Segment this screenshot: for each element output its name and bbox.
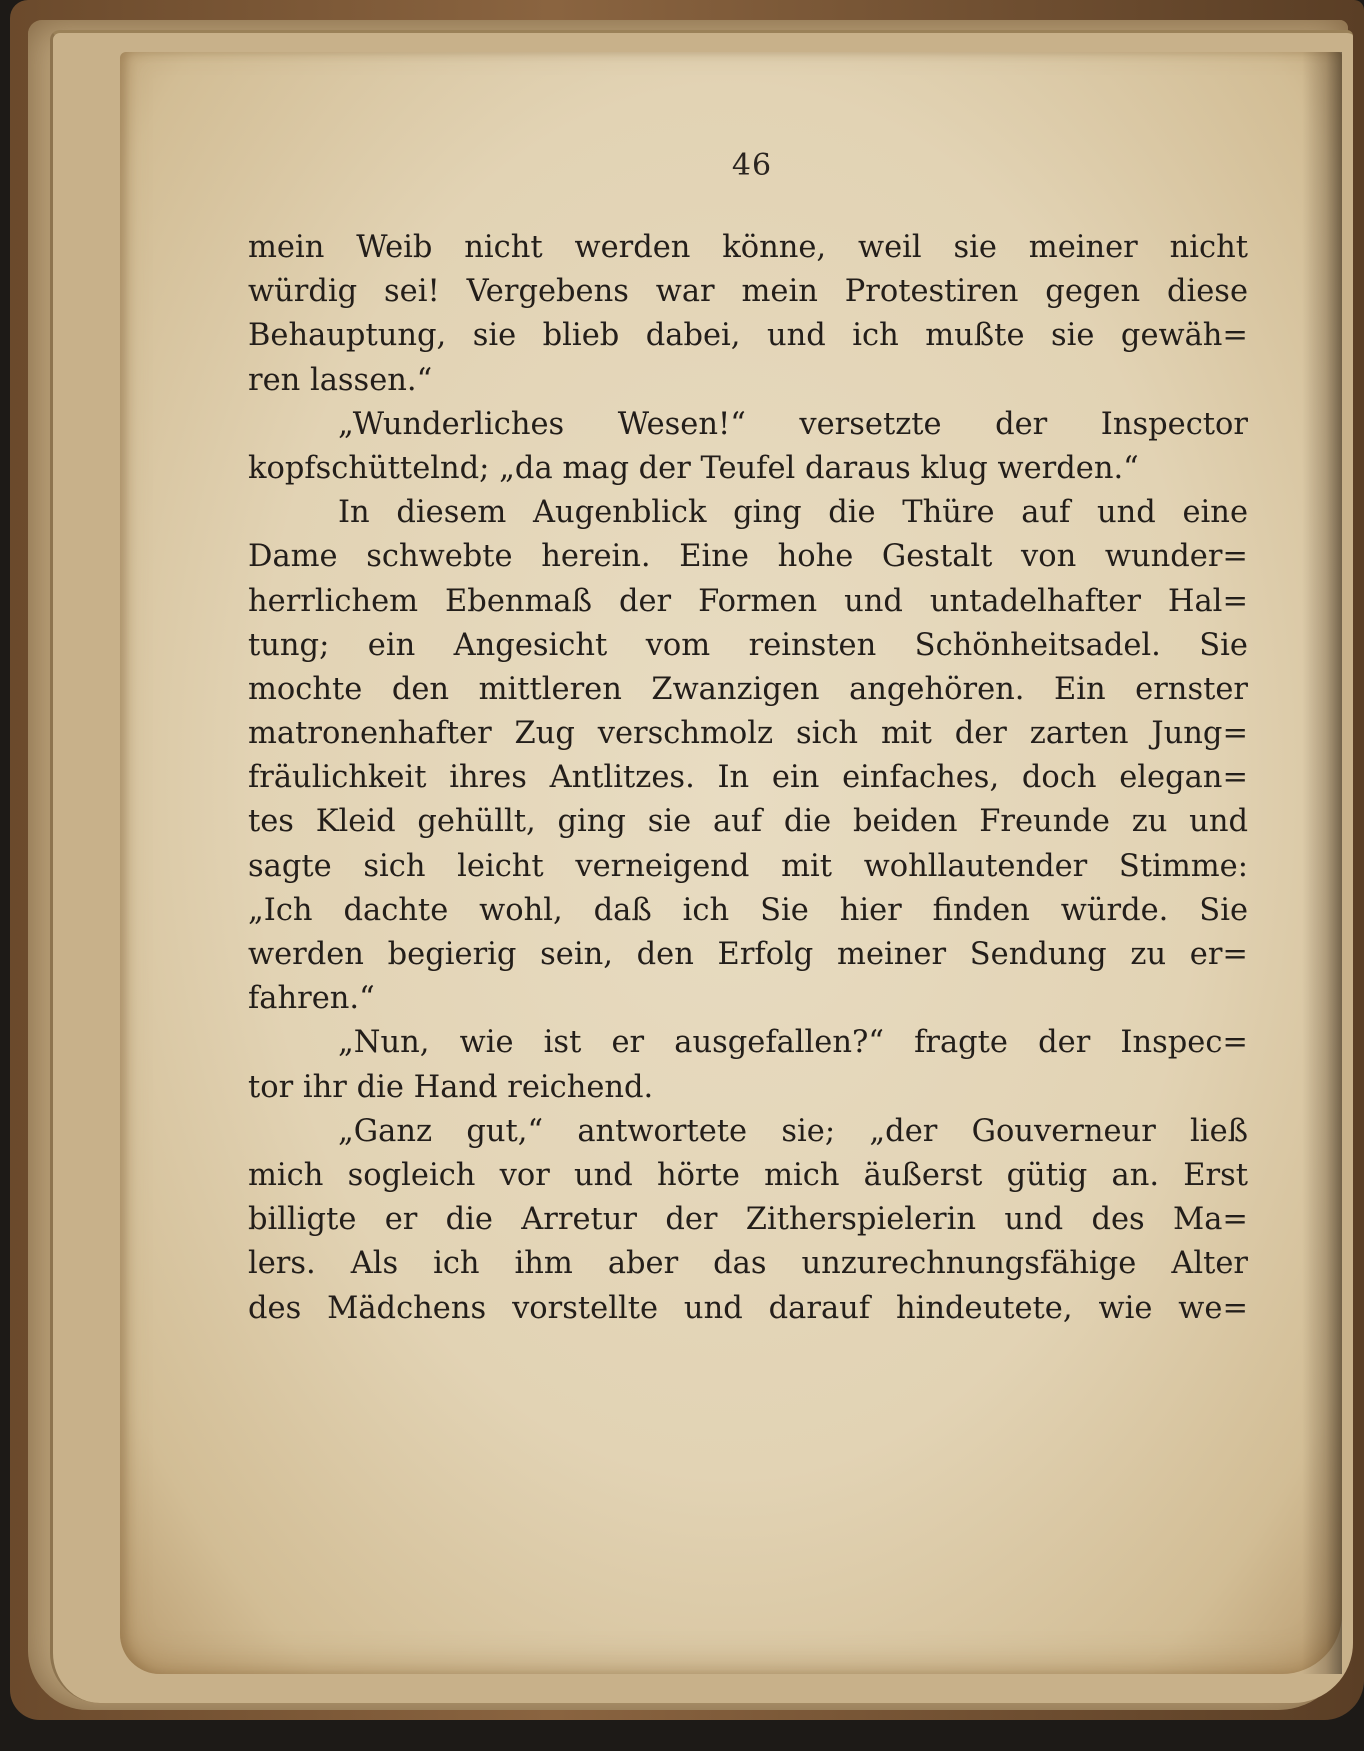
text-line: matronenhafter Zug verschmolz sich mit der zarten Jung=	[248, 716, 1248, 752]
text-line: herrlichem Ebenmaß der Formen und untadelhafter Hal=	[248, 583, 1248, 619]
page-number: 46	[731, 148, 773, 183]
text-line: lers. Als ich ihm aber das unzurechnungsfähige Alter	[248, 1246, 1248, 1282]
body-text	[248, 226, 1248, 1331]
text-line: fahren.“	[248, 981, 375, 1017]
text-line: Behauptung, sie blieb dabei, und ich mußte sie gewäh=	[248, 318, 1248, 354]
text-line: werden begierig sein, den Erfolg meiner Sendung zu er=	[248, 937, 1248, 972]
text-line: In diesem Augenblick ging die Thüre auf und eine	[338, 495, 1248, 531]
text-line: des Mädchens vorstellte und darauf hindeutete, wie we=	[248, 1290, 1248, 1326]
text-line: sagte sich leicht verneigend mit wohllautender Stimme:	[248, 848, 1248, 884]
text-line: billigte er die Arretur der Zitherspielerin und des Ma=	[248, 1202, 1248, 1238]
text-line: tor ihr die Hand reichend.	[248, 1069, 654, 1105]
text-line: tung; ein Angesicht vom reinsten Schönheitsadel. Sie	[248, 627, 1248, 663]
text-line: kopfschüttelnd; „da mag der Teufel daraus klug werden.“	[248, 450, 1139, 486]
text-line: mich sogleich vor und hörte mich äußerst gütig an. Erst	[248, 1157, 1248, 1193]
text-line: „Wunderliches Wesen!“ versetzte der Inspector	[338, 406, 1248, 442]
text-line: fräulichkeit ihres Antlitzes. In ein einfaches, doch elegan=	[248, 760, 1248, 796]
text-line: Dame schwebte herein. Eine hohe Gestalt von wunder=	[248, 539, 1248, 575]
text-line: ren lassen.“	[248, 362, 433, 398]
text-line: mochte den mittleren Zwanzigen angehören. Ein ernster	[248, 671, 1248, 707]
text-line: würdig sei! Vergebens war mein Protestiren gegen diese	[248, 274, 1248, 310]
text-line: „Ich dachte wohl, daß ich Sie hier finden würde. Sie	[248, 892, 1248, 928]
text-line: „Nun, wie ist er ausgefallen?“ fragte der Inspec=	[338, 1025, 1248, 1061]
text-line: „Ganz gut,“ antwortete sie; „der Gouverneur ließ	[338, 1113, 1248, 1149]
spine-shadow	[1302, 52, 1342, 1674]
text-line: tes Kleid gehüllt, ging sie auf die beiden Freunde zu und	[248, 804, 1248, 840]
text-line: mein Weib nicht werden könne, weil sie meiner nicht	[248, 230, 1248, 265]
